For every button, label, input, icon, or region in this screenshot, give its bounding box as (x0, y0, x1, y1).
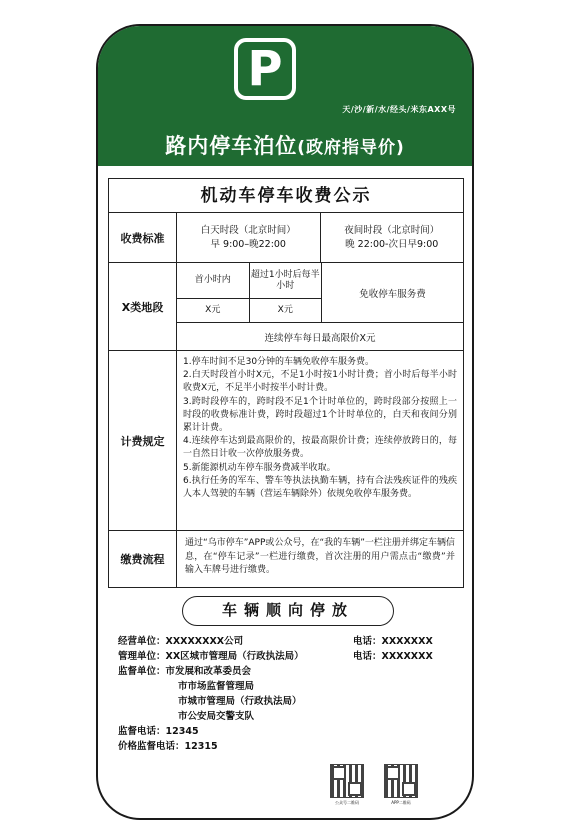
billing-rules-list (177, 351, 463, 530)
app-qr[interactable] (384, 764, 418, 806)
direction-banner: 车辆顺向停放 (182, 596, 394, 626)
manager-name: 管理单位：XX区城市管理局（行政执法局） (118, 651, 304, 662)
billing-rules-label: 计费规定 (109, 351, 177, 530)
payment-instructions: 通过“乌市停车”APP或公众号，在“我的车辆”一栏注册并绑定车辆信息，在“停车记录”一栏进行缴费，首次注册的用户需点击“缴费”并输入车牌号进行缴费。 (185, 538, 455, 575)
price-supervision-phone: 价格监督电话：12315 (118, 741, 218, 752)
daily-max-price: 连续停车每日最高限价X元 (264, 332, 376, 344)
manager-phone: 电话：XXXXXXX (353, 651, 433, 662)
after-hour-header: 超过1小时后每半小时 (250, 269, 320, 291)
sign-title (98, 130, 472, 160)
supervisor-item: 市城市管理局（行政执法局） (178, 696, 302, 707)
qr-code-icon (330, 764, 364, 798)
supervision-phone: 监督电话：12345 (118, 726, 199, 737)
notice-title: 机动车停车收费公示 (109, 179, 463, 213)
qr-code-icon (384, 764, 418, 798)
first-hour-price: X元 (177, 299, 250, 322)
fee-standard-label: 收费标准 (109, 213, 177, 262)
supervisor-line: 监督单位：市发展和改革委员会 (118, 666, 252, 677)
night-period-hours: 晚 22:00-次日早9:00 (345, 238, 439, 250)
day-period-hours: 早 9:00–晚22:00 (210, 238, 286, 250)
payment-row (109, 531, 463, 587)
operator-info (118, 634, 458, 754)
supervisor-item: 市公安局交警支队 (178, 711, 255, 722)
supervisor-item: 市市场监督管理局 (178, 681, 255, 692)
rule-item: 4.连续停车达到最高限价的，按最高限价计费；连续停放跨日的，每一自然日计收一次停放服务费。 (183, 436, 457, 460)
operator-line (118, 634, 458, 649)
day-period-title: 白天时段（北京时间） (200, 224, 296, 236)
fee-standard-content (177, 213, 463, 262)
sign-header (98, 26, 472, 166)
x-area-label: X类地段 (109, 263, 177, 350)
parking-p-icon (234, 38, 296, 100)
billing-rules-row (109, 351, 463, 531)
parking-logo-letter: P (247, 41, 283, 97)
rule-item: 1.停车时间不足30分钟的车辆免收停车服务费。 (183, 357, 375, 367)
operator-name: 经营单位：XXXXXXXX公司 (118, 636, 244, 647)
parking-fee-sign (96, 24, 474, 820)
qr-label: 公众号二维码 (335, 800, 359, 805)
rule-item: 5.新能源机动车停车服务费减半收取。 (183, 462, 336, 473)
qr-label: APP二维码 (391, 800, 411, 805)
night-period-title: 夜间时段（北京时间） (344, 224, 440, 236)
sign-title-main: 路内停车泊位 (165, 134, 298, 158)
manager-line (118, 649, 458, 664)
x-area-content (177, 263, 463, 350)
rule-item: 6.执行任务的军车、警车等执法执勤车辆，持有合法残疾证件的残疾人本人驾驶的车辆（营运车辆除外）依规免收停车服务费。 (183, 475, 457, 500)
x-area-row (109, 263, 463, 351)
night-free-text: 免收停车服务费 (359, 288, 426, 300)
operator-phone: 电话：XXXXXXX (353, 636, 433, 647)
sign-title-sub: (政府指导价) (297, 138, 405, 158)
fee-notice-table (108, 178, 464, 588)
night-period (321, 213, 464, 262)
address-label: 天/沙/新/水/经头/米东AXX号 (342, 105, 456, 114)
fee-standard-row (109, 213, 463, 263)
after-hour-price: X元 (277, 305, 293, 315)
wechat-qr[interactable] (330, 764, 364, 806)
rule-item: 3.跨时段停车的，跨时段不足1个计时单位的，跨时段部分按照上一时段的收费标准计费，跨时段超过1个计时单位的，白天和夜间分别累计计费。 (183, 396, 457, 434)
payment-label: 缴费流程 (109, 531, 177, 587)
day-period (177, 213, 321, 262)
first-hour-header: 首小时内 (177, 263, 250, 298)
rule-item: 2.白天时段首小时X元，不足1小时按1小时计费；首小时后每半小时收费X元，不足半小时按半小时计费。 (183, 370, 457, 394)
